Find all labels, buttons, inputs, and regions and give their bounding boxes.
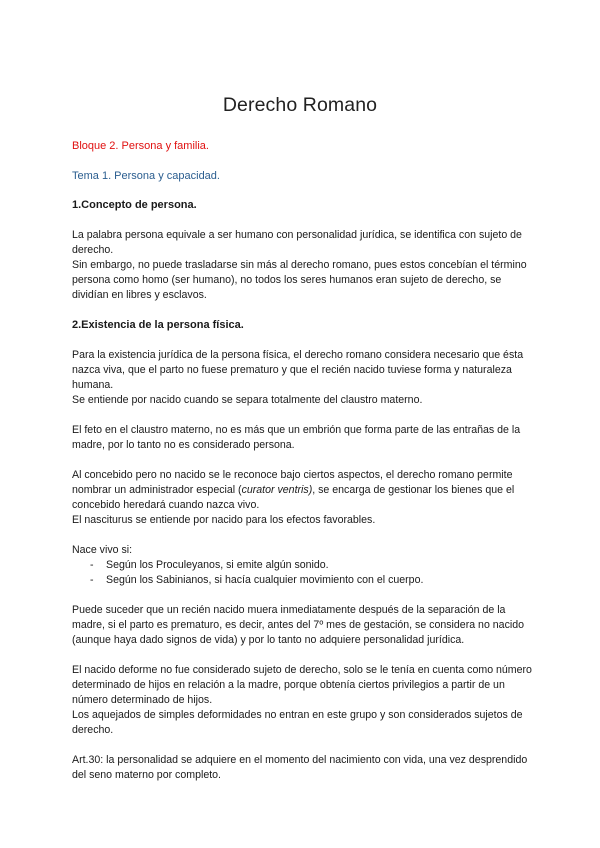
paragraph-line: Sin embargo, no puede trasladarse sin más al derecho romano, pues estos concebían el término persona como homo (ser humano), no todos los seres humanos eran sujeto de derecho, se dividían en libres y esclavos.: [72, 259, 527, 301]
dash-bullet: -: [90, 574, 94, 586]
paragraph-existencia-1: [72, 348, 534, 408]
paragraph-line: La palabra persona equivale a ser humano con personalidad jurídica, se identifica con sujeto de derecho.: [72, 229, 522, 256]
paragraph-line: El nasciturus se entiende por nacido para los efectos favorables.: [72, 514, 376, 526]
paragraph-prematuro: Puede suceder que un recién nacido muera inmediatamente después de la separación de la madre, si el parto es prematuro, es decir, antes del 7º mes de gestación, se considera no nacido (aunque haya dado signos de vida) y por lo tanto no adquiere personalidad jurídica.: [72, 604, 524, 646]
paragraph-text: , se encarga de gestionar los bienes que el concebido heredará cuando nazca vivo.: [72, 484, 515, 511]
paragraph-text: Al concebido pero no nacido se le reconoce bajo ciertos aspectos, el derecho romano permite nombrar un administrador especial (: [72, 469, 513, 496]
tema-label: Tema 1. Persona y capacidad.: [72, 170, 220, 182]
list-item: [90, 558, 534, 573]
paragraph-feto: El feto en el claustro materno, no es más que un embrión que forma parte de las entrañas de la madre, por lo tanto no es considerado persona.: [72, 424, 521, 451]
bloque-label: Bloque 2. Persona y familia.: [72, 140, 209, 152]
list-item-text: Según los Proculeyanos, si emite algún sonido.: [106, 559, 329, 571]
list-item: [90, 573, 534, 588]
dash-bullet: -: [90, 559, 94, 571]
section-heading-concepto: 1.Concepto de persona.: [72, 199, 197, 211]
paragraph-line: Se entiende por nacido cuando se separa totalmente del claustro materno.: [72, 394, 423, 406]
paragraph-line: Para la existencia jurídica de la persona física, el derecho romano considera necesario que ésta nazca viva, que el parto no fuese prematuro y que el recién nacido tuviese forma y naturaleza humana.: [72, 349, 524, 391]
list-item-text: Según los Sabinianos, si hacía cualquier movimiento con el cuerpo.: [106, 574, 424, 586]
paragraph-concebido: [72, 468, 534, 528]
paragraph-art30: Art.30: la personalidad se adquiere en el momento del nacimiento con vida, una vez desprendido del seno materno por completo.: [72, 754, 528, 781]
italic-term: curator ventris): [241, 484, 313, 496]
paragraph-line: El nacido deforme no fue considerado sujeto de derecho, solo se le tenía en cuenta como número determinado de hijos en relación a la madre, porque obtenía ciertos privilegios a partir de un número determinado de hijos.: [72, 664, 532, 706]
bullet-list: [72, 558, 534, 588]
paragraph-deforme: [72, 663, 534, 738]
document-body: [72, 139, 534, 798]
section-heading-existencia: 2.Existencia de la persona física.: [72, 319, 244, 331]
paragraph-line: Los aquejados de simples deformidades no entran en este grupo y son considerados sujetos de derecho.: [72, 709, 523, 736]
paragraph-concepto: [72, 228, 534, 303]
nace-vivo-label: Nace vivo si:: [72, 544, 133, 556]
document-title: Derecho Romano: [222, 94, 378, 116]
